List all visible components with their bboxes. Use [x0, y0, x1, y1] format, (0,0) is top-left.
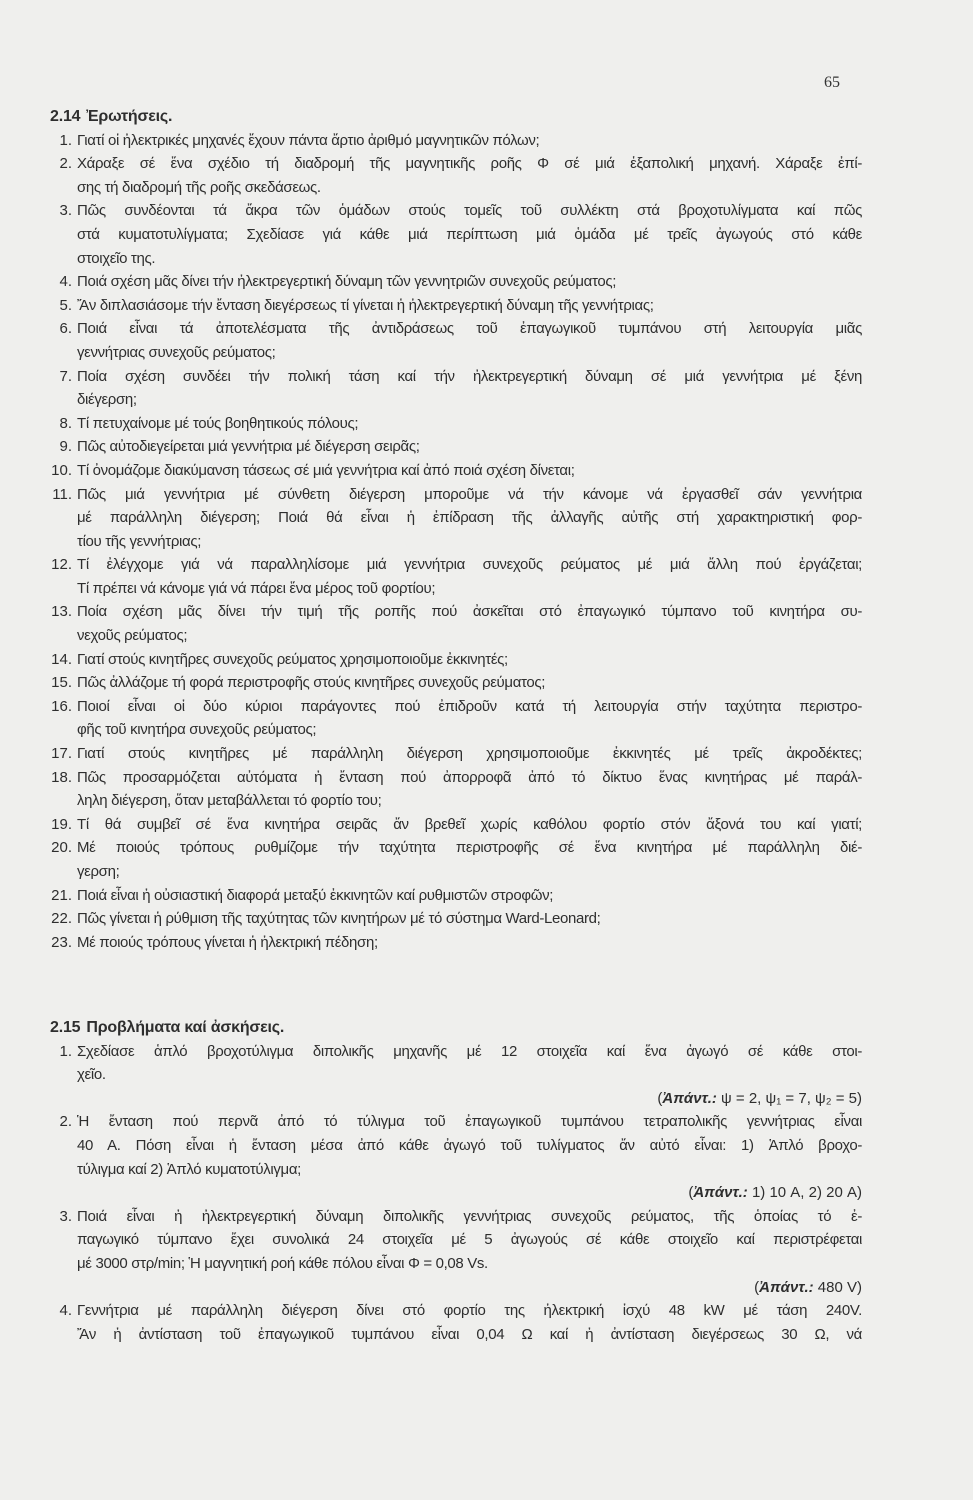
text-line: Τί ὀνομάζομε διακύμανση τάσεως σέ μιά γεννήτρια καί ἀπό ποιά σχέση δίνεται;: [77, 461, 575, 479]
item-number: 3.: [59, 202, 72, 220]
text-line: Ποία σχέση συνδέει τήν πολική τάση καί τήν ἠλεκτρεγερτική δύναμη σέ μιά γεννήτρια μέ ξένη: [77, 367, 862, 385]
question-item: [50, 671, 862, 695]
item-number: 9.: [59, 438, 72, 456]
text-line: Πῶς μιά γεννήτρια μέ σύνθετη διέγερση μποροῦμε νά τήν κάνομε νά ἐργασθεῖ σάν γεννήτρια: [77, 485, 862, 503]
text-line: Τί πετυχαίνομε μέ τούς βοηθητικούς πόλους;: [77, 414, 359, 432]
item-number: 11.: [52, 485, 72, 503]
text-line: Ποιοί εἶναι οἱ δύο κύριοι παράγοντες πού ἐπιδροῦν κατά τή λειτουργία στήν ταχύτητα περιστρο-: [77, 697, 862, 715]
question-item: [50, 553, 862, 600]
question-item: [50, 152, 862, 199]
item-number: 18.: [51, 768, 72, 786]
section-title: Προβλήματα καί ἀσκήσεις.: [86, 1019, 285, 1036]
item-number: 8.: [59, 414, 72, 432]
text-line: Ἡ ἔνταση πού περνᾶ ἀπό τό τύλιγμα τοῦ ἐπαγωγικοῦ τυμπάνου τετραπολικῆς γεννήτριας εἶναι: [77, 1113, 862, 1131]
text-line: 40 A. Πόση εἶναι ἡ ἔνταση μέσα ἀπό κάθε ἀγωγό τοῦ τυλίγματος ἄν αὐτό εἶναι: 1) Ἁπλό βροχο-: [77, 1136, 862, 1154]
question-item: [50, 365, 862, 412]
answer-value: 480 V: [817, 1278, 857, 1296]
question-item: [50, 695, 862, 742]
text-line: Γιατί στούς κινητῆρες συνεχοῦς ρεύματος χρησιμοποιοῦμε ἐκκινητές;: [77, 650, 508, 668]
item-number: 21.: [51, 886, 72, 904]
question-item: [50, 600, 862, 647]
item-number: 23.: [51, 933, 72, 951]
question-item: [50, 129, 862, 153]
item-number: 4.: [59, 1302, 72, 1320]
text-line: φῆς τοῦ κινητήρα συνεχοῦς ρεύματος;: [77, 721, 317, 739]
item-number: 16.: [51, 697, 72, 715]
text-line: στοιχεῖο της.: [77, 249, 156, 267]
answer-value: ψ = 2, ψ₁ = 7, ψ₂ = 5: [721, 1089, 857, 1107]
section-problems: [50, 1016, 862, 1346]
section-heading: [50, 1016, 862, 1040]
text-line: Γεννήτρια μέ παράλληλη διέγερση δίνει στό φορτίο της ἠλεκτρική ἰσχύ 48 kW μέ τάση 240V.: [77, 1302, 862, 1320]
text-line: Πῶς αὐτοδιεγείρεται μιά γεννήτρια μέ διέγερση σειρᾶς;: [77, 438, 420, 456]
item-number: 20.: [51, 839, 72, 857]
answer-label: Ἀπάντ.:: [759, 1278, 814, 1296]
text-line: στά κυματοτυλίγματα; Σχεδίασε γιά κάθε μιά περίπτωση μιά ὁμάδα μέ τρεῖς ἀγωγούς στό κάθε: [77, 225, 862, 243]
item-number: 2.: [59, 155, 72, 173]
text-line: Πῶς γίνεται ἡ ρύθμιση τῆς ταχύτητας τῶν κινητήρων μέ τό σύστημα Ward-Leonard;: [77, 910, 601, 928]
item-number: 1.: [59, 1042, 72, 1060]
text-line: Ἄν ἡ ἀντίσταση τοῦ ἐπαγωγικοῦ τυμπάνου εἶναι 0,04 Ω καί ἡ ἀντίσταση διεγέρσεως 30 Ω, νά: [77, 1325, 862, 1343]
question-item: [50, 412, 862, 436]
text-line: μέ παράλληλη διέγερση; Ποιά θά εἶναι ἡ ἐπίδραση τῆς ἀλλαγῆς αὐτῆς στή χαρακτηριστική φορ-: [77, 509, 862, 527]
question-item: [50, 907, 862, 931]
item-number: 3.: [59, 1207, 72, 1225]
question-item: [50, 884, 862, 908]
text-line: Πῶς ἀλλάζομε τή φορά περιστροφῆς στούς κινητῆρες συνεχοῦς ρεύματος;: [77, 674, 546, 692]
problem-item: [50, 1299, 862, 1346]
item-number: 10.: [51, 461, 72, 479]
text-line: Ποιά εἶναι ἡ ἠλεκτρεγερτική δύναμη διπολικῆς γεννήτριας συνεχοῦς ρεύματος, τῆς ὁποίας τό ἐ-: [77, 1207, 862, 1225]
text-line: Πῶς συνδέονται τά ἄκρα τῶν ὁμάδων στούς τομεῖς τοῦ συλλέκτη στά βροχοτυλίγματα καί πῶς: [77, 202, 862, 220]
text-line: Πῶς προσαρμόζεται αὐτόματα ἡ ἔνταση πού ἀπορροφᾶ ἀπό τό δίκτυο ἕνας κινητήρας μέ παράλ-: [77, 768, 862, 786]
question-item: [50, 483, 862, 554]
question-item: [50, 836, 862, 883]
item-number: 19.: [51, 815, 72, 833]
section-number: 2.15: [50, 1019, 81, 1036]
question-item: [50, 742, 862, 766]
item-number: 2.: [59, 1113, 72, 1131]
item-number: 12.: [51, 556, 72, 574]
item-number: 6.: [59, 320, 72, 338]
item-number: 7.: [59, 367, 72, 385]
item-number: 1.: [59, 131, 72, 149]
question-item: [50, 270, 862, 294]
text-line: Γιατί οἱ ἠλεκτρικές μηχανές ἔχουν πάντα ἄρτιο ἀριθμό μαγνητικῶν πόλων;: [77, 131, 540, 149]
text-line: Μέ ποιούς τρόπους ρυθμίζομε τήν ταχύτητα περιστροφῆς σέ ἕνα κινητήρα μέ παράλληλη διέ-: [77, 839, 862, 857]
item-number: 15.: [51, 674, 72, 692]
text-line: σης τή διαδρομή τῆς ροῆς σκεδάσεως.: [77, 178, 321, 196]
answer-label: Ἀπάντ.:: [693, 1184, 748, 1202]
text-line: Τί θά συμβεῖ σέ ἕνα κινητήρα σειρᾶς ἄν βρεθεῖ χωρίς καθόλου φορτίο στόν ἄξονά του καί γιατί;: [77, 815, 862, 833]
problem-item: [50, 1205, 862, 1299]
text-line: Χάραξε σέ ἕνα σχέδιο τή διαδρομή τῆς μαγνητικῆς ροῆς Φ σέ μιά ἑξαπολική μηχανή. Χάραξε ἐπί-: [77, 155, 862, 173]
answer-label: Ἀπάντ.:: [662, 1089, 717, 1107]
question-item: [50, 813, 862, 837]
text-line: χεῖο.: [77, 1066, 106, 1084]
question-item: [50, 766, 862, 813]
item-number: 4.: [59, 273, 72, 291]
text-line: Ποιά εἶναι ἡ οὐσιαστική διαφορά μεταξύ ἐκκινητῶν καί ρυθμιστῶν στροφῶν;: [77, 886, 554, 904]
text-line: νεχοῦς ρεύματος;: [77, 627, 188, 645]
text-line: μέ 3000 στρ/min; Ἡ μαγνητική ροή κάθε πόλου εἶναι Φ = 0,08 Vs.: [77, 1254, 488, 1272]
item-number: 22.: [51, 910, 72, 928]
text-line: τύλιγμα καί 2) Ἁπλό κυματοτύλιγμα;: [77, 1160, 301, 1178]
question-item: [50, 459, 862, 483]
item-number: 5.: [59, 296, 72, 314]
text-line: παγωγικό τύμπανο ἔχει συνολικά 24 στοιχεῖα μέ 5 ἀγωγούς σέ κάθε στοιχεῖο καί περιστρέφεται: [77, 1231, 862, 1249]
question-item: [50, 294, 862, 318]
text-line: διέγερση;: [77, 391, 137, 409]
item-number: 13.: [51, 603, 72, 621]
section-heading: [50, 105, 862, 129]
problem-item: [50, 1040, 862, 1111]
text-line: Μέ ποιούς τρόπους γίνεται ἡ ἠλεκτρική πέδηση;: [77, 933, 378, 951]
answer: (Ἀπάντ.: 480 V): [754, 1278, 862, 1296]
text-line: Ἄν διπλασιάσομε τήν ἔνταση διεγέρσεως τί γίνεται ἡ ἠλεκτρεγερτική δύναμη τῆς γεννήτριας;: [77, 296, 654, 314]
item-number: 17.: [51, 745, 72, 763]
section-questions: [50, 105, 862, 954]
question-item: [50, 317, 862, 364]
text-line: Σχεδίασε ἁπλό βροχοτύλιγμα διπολικῆς μηχανῆς μέ 12 στοιχεῖα καί ἕνα ἀγωγό σέ κάθε στοι-: [77, 1042, 862, 1060]
section-number: 2.14: [50, 108, 81, 125]
text-line: τίου τῆς γεννήτριας;: [77, 532, 202, 550]
text-line: ληλη διέγερση, ὅταν μεταβάλλεται τό φορτίο του;: [77, 792, 382, 810]
section-title: Ἐρωτήσεις.: [86, 108, 173, 125]
item-number: 14.: [51, 650, 72, 668]
answer: (Ἀπάντ.: ψ = 2, ψ₁ = 7, ψ₂ = 5): [657, 1089, 862, 1107]
text-line: Τί πρέπει νά κάνομε γιά νά πάρει ἕνα μέρος τοῦ φορτίου;: [77, 579, 436, 597]
question-item: [50, 931, 862, 955]
question-item: [50, 648, 862, 672]
question-item: [50, 435, 862, 459]
answer: (Ἀπάντ.: 1) 10 A, 2) 20 A): [688, 1184, 862, 1202]
question-item: [50, 199, 862, 270]
page-number: 65: [824, 74, 840, 91]
text-line: Ποία σχέση μᾶς δίνει τήν τιμή τῆς ροπῆς πού ἀσκεῖται στό ἐπαγωγικό τύμπανο τοῦ κινητήρα συ-: [77, 603, 862, 621]
text-line: Ποιά σχέση μᾶς δίνει τήν ἠλεκτρεγερτική δύναμη τῶν γεννητριῶν συνεχοῦς ρεύματος;: [77, 273, 617, 291]
text-line: γερση;: [77, 863, 120, 880]
text-line: γεννήτριας συνεχοῦς ρεύματος;: [77, 343, 276, 361]
problem-item: [50, 1110, 862, 1204]
text-line: Τί ἐλέγχομε γιά νά παραλληλίσομε μιά γεννήτρια συνεχοῦς ρεύματος μέ μιά ἄλλη πού ἐργάζεται;: [77, 556, 862, 574]
answer-value: 1) 10 A, 2) 20 A: [751, 1184, 857, 1202]
text-line: Γιατί στούς κινητῆρες μέ παράλληλη διέγερση χρησιμοποιοῦμε ἐκκινητές μέ τρεῖς ἀκροδέκτες;: [77, 745, 862, 763]
text-line: Ποιά εἶναι τά ἀποτελέσματα τῆς ἀντιδράσεως τοῦ ἐπαγωγικοῦ τυμπάνου στή λειτουργία μιᾶς: [77, 320, 862, 338]
